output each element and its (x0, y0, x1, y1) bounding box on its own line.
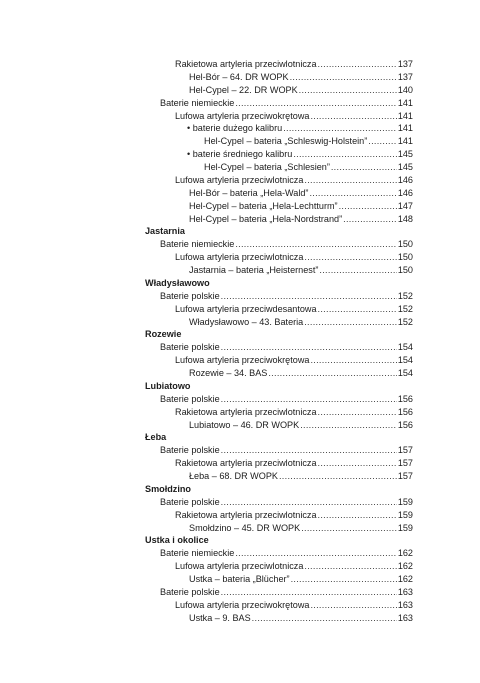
toc-entry[interactable] (0, 457, 480, 470)
toc-entry-label: Rozewie – 34. BAS (189, 368, 268, 378)
toc-dot-leader (318, 509, 397, 522)
toc-dot-leader (290, 71, 397, 84)
toc-entry-label: Baterie polskie (160, 586, 220, 597)
toc-entry[interactable] (0, 599, 480, 612)
toc-page-number: 152 (397, 290, 413, 301)
toc-page-number: 145 (397, 162, 413, 172)
toc-entry-label: Baterie polskie (160, 342, 220, 353)
toc-entry[interactable] (0, 419, 480, 432)
toc-page-number: 162 (397, 574, 413, 584)
toc-dot-leader (310, 354, 396, 367)
toc-page-number: 157 (397, 445, 413, 456)
toc-dot-leader (221, 393, 397, 406)
toc-entry-label: Łeba (145, 432, 167, 443)
toc-page-number: 152 (397, 303, 413, 314)
toc-entry[interactable] (0, 251, 480, 264)
toc-entry[interactable] (0, 200, 480, 213)
toc-page-number: 146 (397, 174, 413, 185)
toc-section-heading (0, 328, 480, 341)
toc-dot-leader (304, 174, 396, 187)
toc-entry[interactable] (0, 496, 480, 509)
toc-dot-leader (304, 560, 396, 573)
toc-entry-label: Baterie polskie (160, 290, 220, 301)
toc-entry-label: Lufowa artyleria przeciwokrętowa (175, 599, 310, 610)
toc-dot-leader (221, 444, 397, 457)
toc-entry[interactable] (0, 135, 480, 148)
toc-dot-leader (310, 599, 396, 612)
toc-dot-leader (301, 522, 397, 535)
toc-entry-label: Lufowa artyleria przeciwlotnicza (175, 174, 304, 185)
toc-page-number: 154 (397, 355, 413, 366)
toc-dot-leader (318, 58, 397, 71)
toc-page-number: 150 (397, 265, 413, 275)
toc-page-number: 146 (397, 187, 413, 198)
toc-dot-leader (304, 316, 397, 329)
toc-dot-leader (235, 238, 397, 251)
toc-dot-leader (319, 264, 396, 277)
toc-entry[interactable] (0, 148, 480, 161)
toc-entry[interactable] (0, 264, 480, 277)
toc-entry-label: Smołdzino – 45. DR WOPK (189, 522, 301, 533)
toc-entry-label: Rakietowa artyleria przeciwlotnicza (175, 458, 317, 469)
toc-entry-label: Ustka – 9. BAS (189, 612, 251, 623)
toc-entry-label: Jastarnia – bateria „Heisternest” (189, 265, 319, 275)
toc-page-number: 159 (397, 509, 413, 520)
toc-entry[interactable] (0, 586, 480, 599)
toc-entry-label: Lufowa artyleria przeciwlotnicza (175, 561, 304, 572)
toc-dot-leader (283, 122, 397, 135)
toc-entry[interactable] (0, 522, 480, 535)
toc-dot-leader (235, 97, 397, 110)
toc-entry[interactable] (0, 71, 480, 84)
toc-page-number: 162 (397, 548, 413, 559)
toc-entry[interactable] (0, 122, 480, 135)
toc-entry[interactable] (0, 161, 480, 174)
toc-entry[interactable] (0, 316, 480, 329)
toc-entry[interactable] (0, 406, 480, 419)
toc-page-number: 154 (397, 342, 413, 353)
table-of-contents (0, 58, 480, 625)
toc-page-number: 137 (397, 59, 413, 69)
toc-page-number: 157 (397, 458, 413, 469)
toc-dot-leader (299, 84, 397, 97)
toc-page-number: 137 (397, 71, 413, 82)
toc-section-heading (0, 431, 480, 444)
toc-dot-leader (318, 406, 397, 419)
toc-entry-label: Hel-Cypel – bateria „Hela-Lechtturm” (189, 200, 338, 211)
toc-dot-leader (343, 213, 397, 226)
toc-dot-leader (304, 251, 396, 264)
toc-page-number: 156 (397, 406, 413, 417)
toc-page-number: 162 (397, 561, 413, 572)
toc-entry-label: Lubiatowo (145, 380, 191, 391)
toc-page-number: 140 (397, 84, 413, 95)
toc-entry-label: Lufowa artyleria przeciwlotnicza (175, 252, 304, 263)
toc-entry[interactable] (0, 84, 480, 97)
toc-entry-label: Lufowa artyleria przeciwokrętowa (175, 110, 310, 121)
toc-dot-leader (291, 573, 397, 586)
toc-page-number: 159 (397, 496, 413, 507)
toc-dot-leader (368, 135, 397, 148)
toc-page-number: 150 (397, 252, 413, 263)
toc-entry-label: • baterie średniego kalibru (187, 149, 293, 160)
toc-entry-label: • baterie dużego kalibru (187, 123, 283, 134)
toc-dot-leader (268, 367, 396, 380)
toc-entry-label: Hel-Cypel – bateria „Schleswig-Holstein” (204, 136, 368, 147)
toc-dot-leader (310, 110, 396, 123)
toc-entry[interactable] (0, 341, 480, 354)
toc-page-number: 154 (397, 368, 413, 378)
toc-entry[interactable] (0, 612, 480, 625)
toc-page-number: 152 (397, 316, 413, 327)
toc-page-number: 159 (397, 522, 413, 533)
toc-entry[interactable] (0, 573, 480, 586)
toc-dot-leader (300, 419, 397, 432)
toc-page-number: 150 (397, 239, 413, 250)
toc-entry-label: Hel-Cypel – bateria „Schlesien” (204, 162, 330, 172)
toc-entry[interactable] (0, 393, 480, 406)
toc-entry-label: Władysławowo (145, 277, 210, 288)
toc-dot-leader (318, 457, 397, 470)
toc-entry-label: Hel-Bór – 64. DR WOPK (189, 71, 289, 82)
toc-page-number: 145 (397, 149, 413, 160)
toc-page-number: 147 (397, 200, 413, 211)
toc-page-number: 141 (397, 123, 413, 134)
toc-page-number: 163 (397, 586, 413, 597)
toc-page-number: 156 (397, 419, 413, 430)
toc-dot-leader (252, 612, 397, 625)
toc-section-heading (0, 534, 480, 547)
toc-entry-label: Baterie niemieckie (160, 97, 235, 108)
toc-entry-label: Smołdzino (145, 483, 191, 494)
toc-page-number: 141 (397, 110, 413, 121)
toc-dot-leader (339, 200, 397, 213)
toc-entry-label: Ustka i okolice (145, 535, 209, 546)
toc-entry[interactable] (0, 97, 480, 110)
toc-entry[interactable] (0, 110, 480, 123)
toc-entry-label: Baterie polskie (160, 393, 220, 404)
toc-entry-label: Rakietowa artyleria przeciwlotnicza (175, 59, 317, 69)
toc-dot-leader (331, 161, 397, 174)
toc-entry-label: Łeba – 68. DR WOPK (189, 471, 278, 481)
toc-dot-leader (221, 341, 397, 354)
toc-entry[interactable] (0, 444, 480, 457)
toc-entry[interactable] (0, 187, 480, 200)
toc-page-number: 157 (397, 471, 413, 481)
toc-entry[interactable] (0, 470, 480, 483)
toc-entry-label: Hel-Cypel – bateria „Hela-Nordstrand” (189, 213, 343, 224)
toc-entry[interactable] (0, 213, 480, 226)
toc-section-heading (0, 380, 480, 393)
toc-page-number: 141 (397, 136, 413, 147)
toc-entry[interactable] (0, 367, 480, 380)
toc-entry-label: Lufowa artyleria przeciwokrętowa (175, 355, 310, 366)
toc-dot-leader (221, 290, 397, 303)
toc-page-number: 141 (397, 97, 413, 108)
toc-entry-label: Rozewie (145, 329, 182, 340)
toc-entry-label: Ustka – bateria „Blücher” (189, 574, 290, 584)
toc-dot-leader (309, 187, 396, 200)
toc-section-heading (0, 277, 480, 290)
toc-entry[interactable] (0, 354, 480, 367)
toc-entry-label: Jastarnia (145, 226, 185, 237)
toc-section-heading (0, 483, 480, 496)
toc-entry-label: Hel-Bór – bateria „Hela-Wald” (189, 187, 309, 198)
toc-entry-label: Lubiatowo – 46. DR WOPK (189, 419, 300, 430)
toc-dot-leader (318, 303, 397, 316)
toc-section-heading (0, 225, 480, 238)
toc-page-number: 156 (397, 393, 413, 404)
toc-page-number: 163 (397, 599, 413, 610)
toc-entry-label: Baterie polskie (160, 445, 220, 456)
toc-entry-label: Władysławowo – 43. Bateria (189, 316, 304, 327)
toc-entry[interactable] (0, 560, 480, 573)
toc-entry-label: Hel-Cypel – 22. DR WOPK (189, 84, 298, 95)
toc-dot-leader (221, 586, 397, 599)
toc-entry-label: Baterie niemieckie (160, 239, 235, 250)
toc-entry[interactable] (0, 303, 480, 316)
toc-page-number: 148 (397, 213, 413, 224)
toc-dot-leader (235, 547, 397, 560)
toc-entry-label: Lufowa artyleria przeciwdesantowa (175, 303, 317, 314)
toc-entry-label: Rakietowa artyleria przeciwlotnicza (175, 509, 317, 520)
toc-entry-label: Baterie polskie (160, 496, 220, 507)
toc-dot-leader (221, 496, 397, 509)
toc-entry-label: Baterie niemieckie (160, 548, 235, 559)
toc-page-number: 163 (397, 612, 413, 623)
toc-dot-leader (279, 470, 397, 483)
toc-entry[interactable] (0, 547, 480, 560)
toc-entry-label: Rakietowa artyleria przeciwlotnicza (175, 406, 317, 417)
toc-entry[interactable] (0, 290, 480, 303)
toc-entry[interactable] (0, 509, 480, 522)
toc-dot-leader (293, 148, 397, 161)
toc-entry[interactable] (0, 238, 480, 251)
toc-entry[interactable] (0, 174, 480, 187)
toc-entry[interactable] (0, 58, 480, 71)
